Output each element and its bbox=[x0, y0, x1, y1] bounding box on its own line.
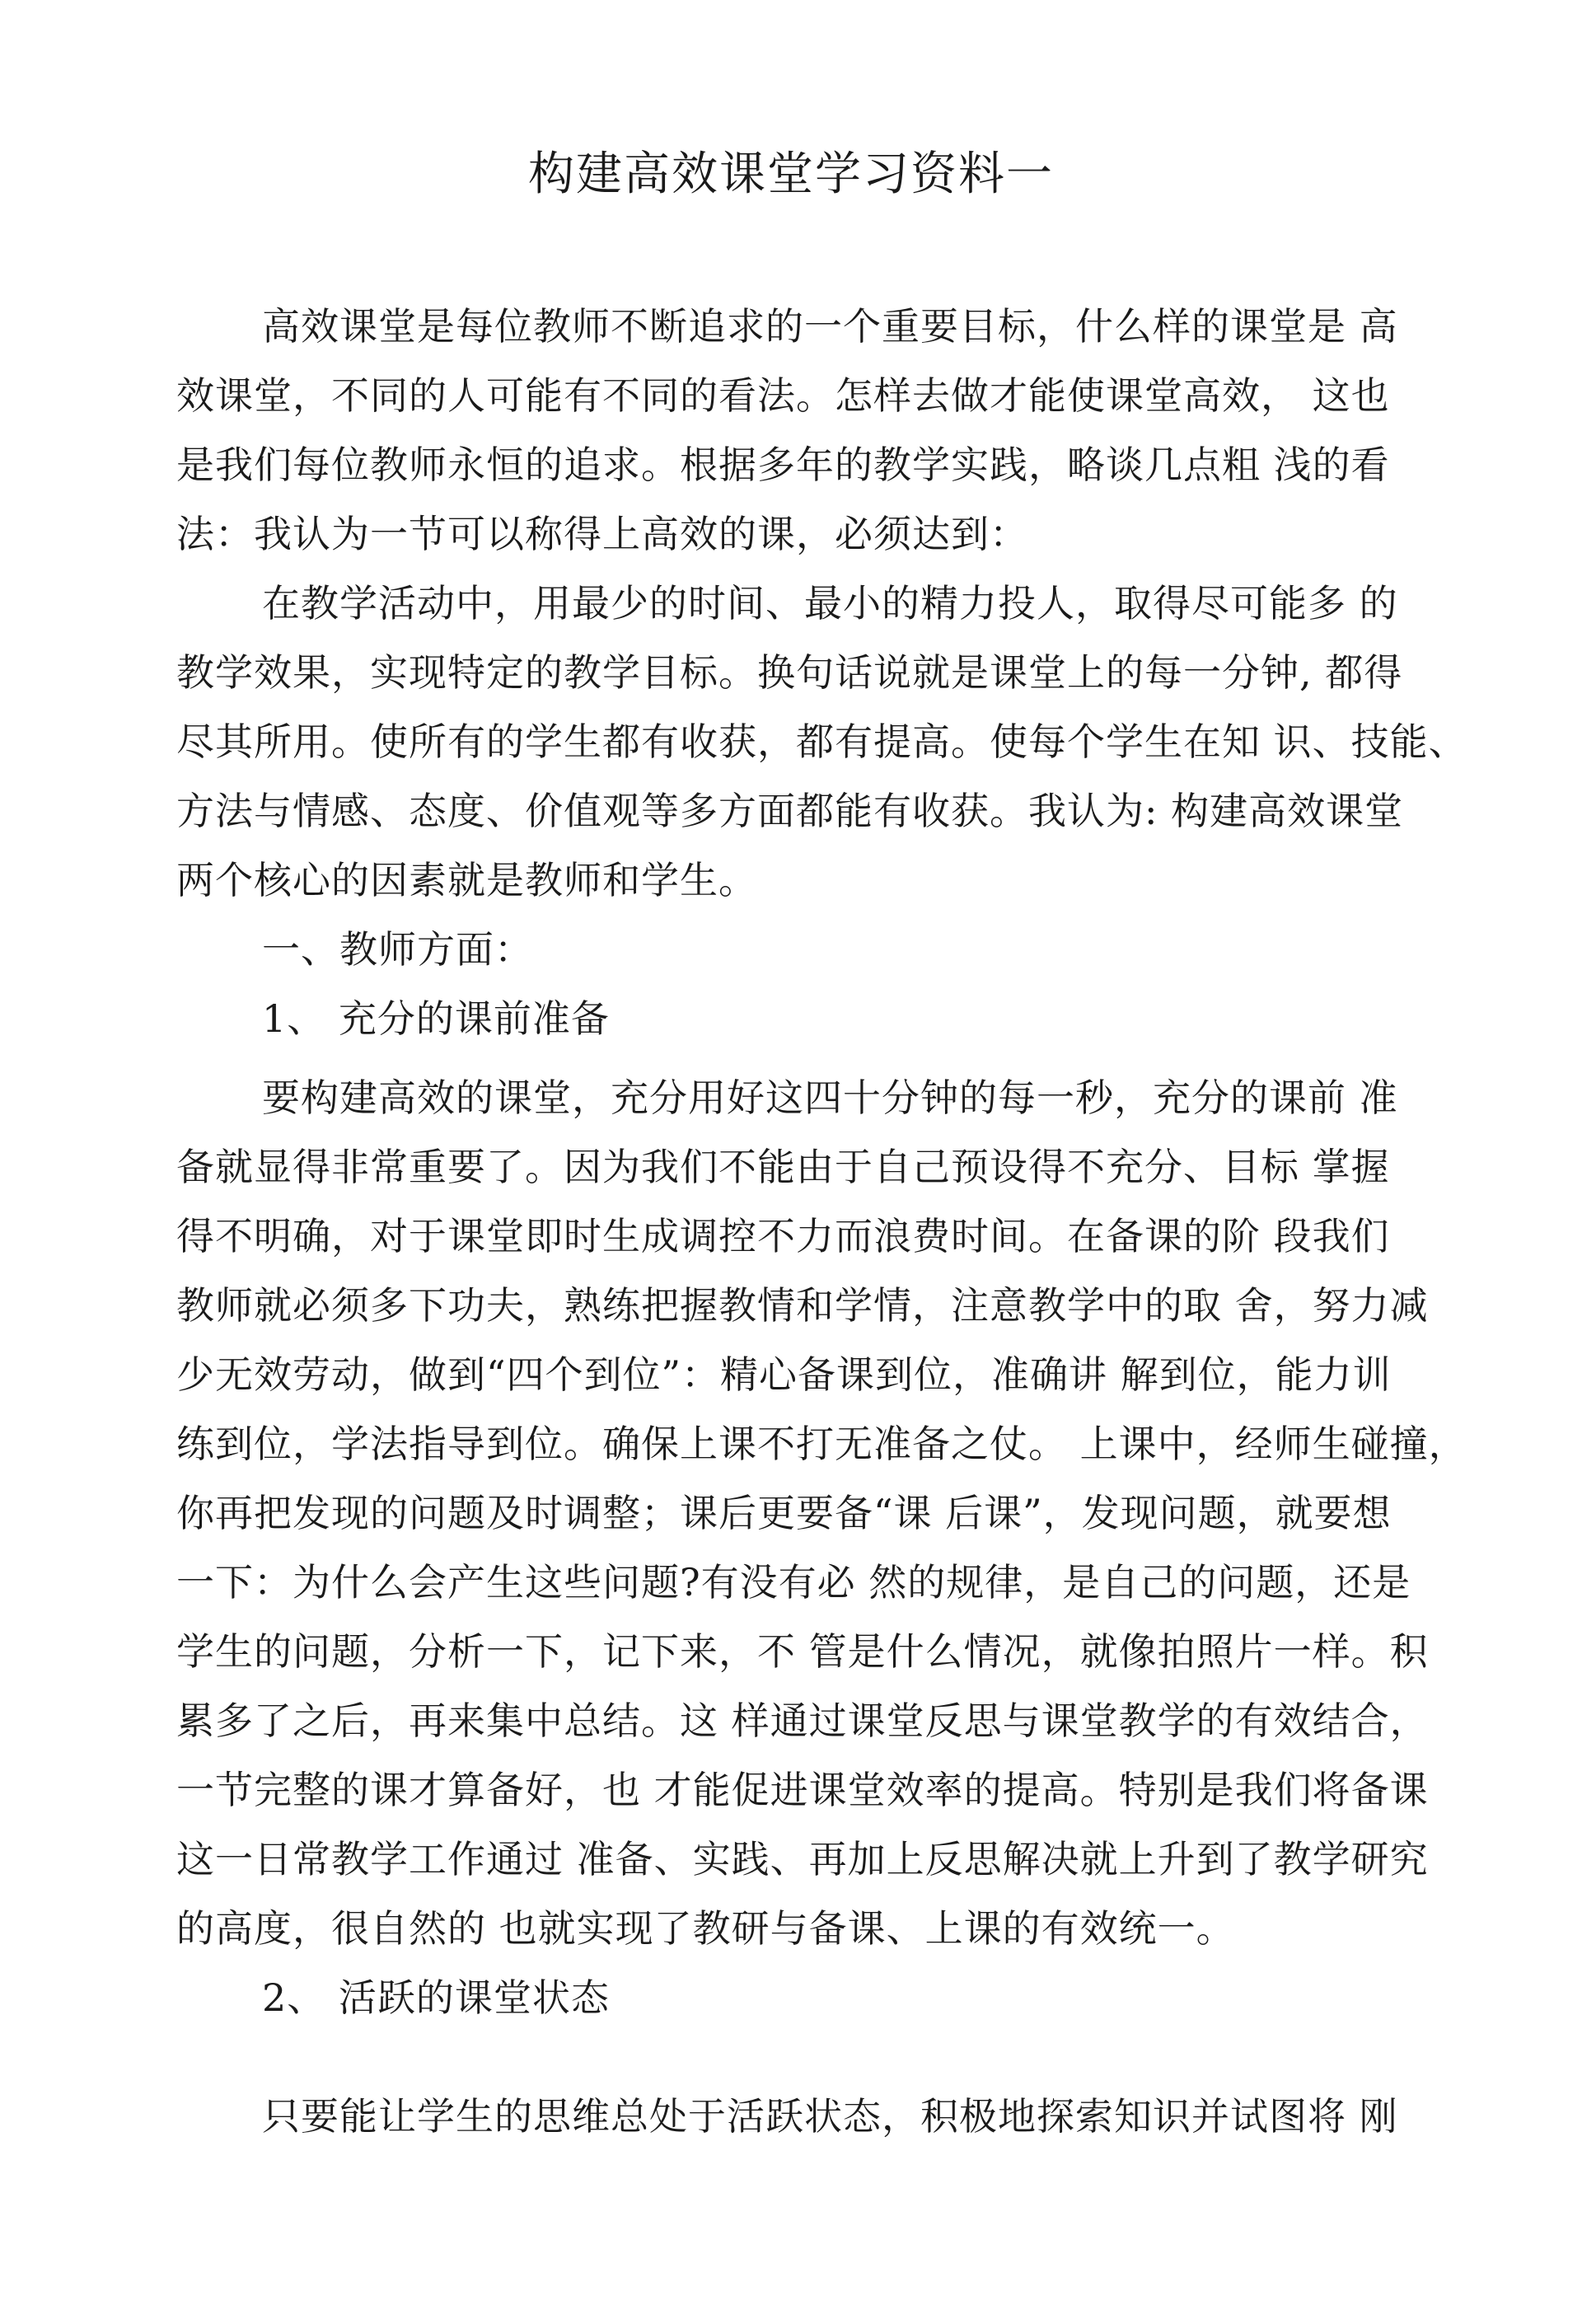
document-title: 构建高效课堂学习资料一 bbox=[528, 148, 1054, 201]
section-heading: 一、教师方面： bbox=[262, 927, 533, 972]
paragraph-line: 得不明确，对于课堂即时生成调控不力而浪费时间。在备课的阶 段我们 bbox=[176, 1214, 1390, 1258]
paragraph-line: 这一日常教学工作通过 准备、实践、再加上反思解决就上升到了教学研究 bbox=[176, 1837, 1429, 1881]
paragraph-line: 效课堂，不同的人可能有不同的看法。怎样去做才能使课堂高效， 这也 bbox=[176, 373, 1390, 418]
paragraph-line: 少无效劳动，做到“四个到位”：精心备课到位，准确讲 解到位，能力训 bbox=[176, 1352, 1392, 1397]
paragraph-line: 法：我认为一节可以称得上高效的课，必须达到： bbox=[176, 512, 1028, 556]
paragraph-line: 两个核心的因素就是教师和学生。 bbox=[176, 858, 757, 902]
paragraph-line: 学生的问题，分析一下，记下来，不 管是什么情况，就像拍照片一样。积 bbox=[176, 1629, 1429, 1674]
paragraph-line: 高效课堂是每位教师不断追求的一个重要目标，什么样的课堂是 高 bbox=[262, 304, 1398, 349]
paragraph-line: 你再把发现的问题及时调整；课后更要备“课 后课”，发现问题，就要想 bbox=[176, 1491, 1392, 1535]
paragraph-line: 要构建高效的课堂，充分用好这四十分钟的每一秒，充分的课前 准 bbox=[262, 1075, 1398, 1120]
paragraph-line: 方法与情感、态度、价值观等多方面都能有收获。我认为: 构建高效课堂 bbox=[176, 789, 1404, 833]
subsection-heading: 1、 充分的课前准备 bbox=[262, 996, 610, 1041]
paragraph-line: 在教学活动中，用最少的时间、最小的精力投人，取得尽可能多 的 bbox=[262, 581, 1398, 626]
paragraph-line: 教师就必须多下功夫，熟练把握教情和学情，注意教学中的取 舍，努力减 bbox=[176, 1283, 1429, 1328]
paragraph-line: 一下：为什么会产生这些问题?有没有必 然的规律，是自己的问题，还是 bbox=[176, 1560, 1411, 1605]
paragraph-line: 是我们每位教师永恒的追求。根据多年的教学实践，略谈几点粗 浅的看 bbox=[176, 443, 1390, 487]
paragraph-line: 的高度，很自然的 也就实现了教研与备课、上课的有效统一。 bbox=[176, 1906, 1235, 1951]
paragraph-line: 教学效果，实现特定的教学目标。换句话说就是课堂上的每一分钟, 都得 bbox=[176, 650, 1403, 695]
paragraph-line: 累多了之后，再来集中总结。这 样通过课堂反思与课堂教学的有效结合， bbox=[176, 1698, 1429, 1743]
paragraph-line: 备就显得非常重要了。因为我们不能由于自己预设得不充分、目标 掌握 bbox=[176, 1145, 1390, 1189]
paragraph-line: 一节完整的课才算备好，也 才能促进课堂效率的提高。特别是我们将备课 bbox=[176, 1768, 1429, 1812]
paragraph-line: 只要能让学生的思维总处于活跃状态，积极地探索知识并试图将 刚 bbox=[262, 2094, 1398, 2139]
paragraph-line: 练到位，学法指导到位。确保上课不打无准备之仗。 上课中，经师生碰撞， bbox=[176, 1422, 1467, 1466]
subsection-heading: 2、 活跃的课堂状态 bbox=[262, 1975, 610, 2020]
paragraph-line: 尽其所用。使所有的学生都有收获，都有提高。使每个学生在知 识、技能、 bbox=[176, 719, 1467, 764]
